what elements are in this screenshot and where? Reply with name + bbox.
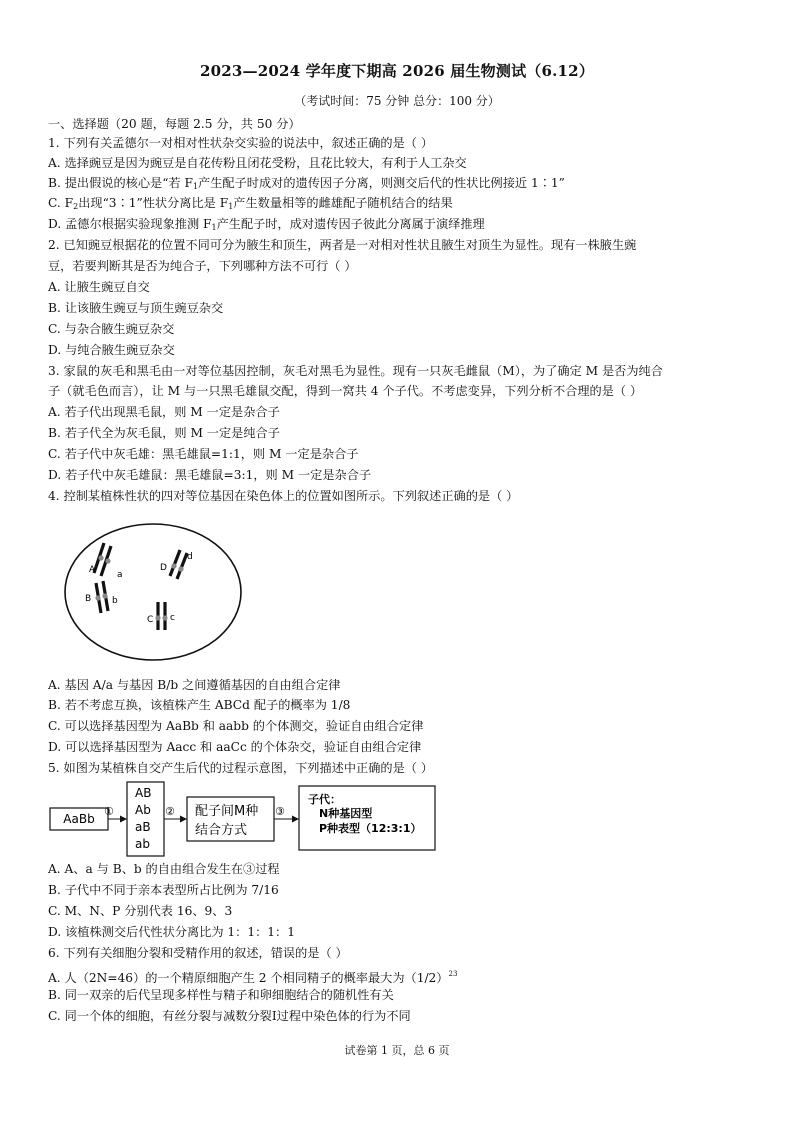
q3-stem-line1: 3. 家鼠的灰毛和黑毛由一对等位基因控制，灰毛对黑毛为显性。现有一只灰毛雌鼠（M），为了确定 M 是否为纯合 (48, 364, 663, 378)
q6-stem: 6. 下列有关细胞分裂和受精作用的叙述，错误的是（ ） (48, 946, 348, 960)
centromere (102, 593, 107, 598)
q1-c-post: 产生数量相等的雌雄配子随机结合的结果 (233, 196, 453, 210)
centromere (98, 555, 103, 560)
exam-subtitle: （考试时间：75 分钟 总分：100 分） (294, 94, 500, 108)
centromere (95, 595, 100, 600)
gene-label-D: D (160, 563, 167, 573)
q1-d-pre: D. 孟德尔根据实验现象推测 F (48, 217, 212, 231)
offspring-genotypes: N种基因型 (319, 807, 373, 820)
gene-label-A: A (89, 565, 96, 575)
centromere (162, 615, 167, 620)
section-heading: 一、选择题（20 题，每题 2.5 分，共 50 分） (48, 117, 301, 131)
q6-option-a (48, 966, 457, 986)
q6-a-exponent: 23 (448, 970, 458, 978)
q1-c-mid: 出现“3∶1”性状分离比是 F (78, 196, 229, 210)
q6-a-text: A. 人（2N=46）的一个精原细胞产生 2 个相同精子的概率最大为（1/2） (48, 971, 449, 985)
gamete-2: Ab (135, 803, 151, 817)
q4-option-b: B. 若不考虑互换，该植株产生 ABCd 配子的概率为 1/8 (48, 698, 351, 712)
q5-option-b: B. 子代中不同于亲本表型所占比例为 7/16 (48, 883, 279, 897)
exam-title: 2023—2024 学年度下期高 2026 届生物测试（6.12） (199, 62, 595, 80)
q2-stem-line1: 2. 已知豌豆根据花的位置不同可分为腋生和顶生，两者是一对相对性状且腋生对顶生为显性。现有一株腋生豌 (48, 238, 637, 252)
centromere (178, 566, 183, 571)
q3-option-b: B. 若子代全为灰毛鼠，则 M 一定是纯合子 (48, 426, 280, 440)
q1-b-sub: 1 (192, 182, 199, 191)
q1-c-sub1: 2 (73, 202, 79, 211)
q3-stem-line2: 子（就毛色而言），让 M 与一只黑毛雄鼠交配，得到一窝共 4 个子代。不考虑变异，下列分析不合理的是（ ） (48, 384, 643, 398)
q6-option-b: B. 同一双亲的后代呈现多样性与精子和卵细胞结合的随机性有关 (48, 988, 394, 1002)
gene-label-c: c (170, 613, 175, 623)
q4-stem: 4. 控制某植株性状的四对等位基因在染色体上的位置如图所示。下列叙述正确的是（ ） (48, 489, 519, 503)
centromere (105, 558, 110, 563)
q1-b-post: 产生配子时成对的遗传因子分离，则测交后代的性状比例接近 1∶1” (198, 176, 565, 190)
q4-option-c: C. 可以选择基因型为 AaBb 和 aabb 的个体测交，验证自由组合定律 (48, 719, 424, 733)
gene-label-B: B (85, 594, 92, 604)
gamete-4: ab (135, 837, 150, 851)
cell-membrane (65, 524, 241, 660)
q1-option-a: A. 选择豌豆是因为豌豆是自花传粉且闭花受粉，且花比较大，有利于人工杂交 (48, 156, 467, 170)
q1-c-pre: C. F (48, 196, 74, 210)
q2-option-b: B. 让该腋生豌豆与顶生豌豆杂交 (48, 301, 224, 315)
q5-option-a: A. A、a 与 B、b 的自由组合发生在③过程 (48, 862, 280, 876)
q2-option-d: D. 与纯合腋生豌豆杂交 (48, 343, 175, 357)
page-footer: 试卷第 1 页，总 6 页 (344, 1044, 450, 1057)
q5-stem: 5. 如图为某植株自交产生后代的过程示意图，下列描述中正确的是（ ） (48, 761, 434, 775)
q2-stem-line2: 豆，若要判断其是否为纯合子，下列哪种方法不可行（ ） (48, 259, 357, 273)
q1-d-sub: 1 (211, 223, 217, 232)
gene-label-b: b (112, 596, 118, 606)
q3-option-d: D. 若子代中灰毛雄鼠：黑毛雄鼠=3:1，则 M 一定是杂合子 (48, 468, 372, 482)
q1-option-b (48, 175, 565, 195)
step-1-label: ① (104, 805, 114, 818)
gamete-3: aB (135, 820, 151, 834)
q4-cell-figure (58, 520, 248, 670)
centromere (171, 563, 176, 568)
offspring-phenotypes: P种表型（12:3:1） (319, 822, 422, 835)
q2-option-c: C. 与杂合腋生豌豆杂交 (48, 322, 175, 336)
q2-option-a: A. 让腋生豌豆自交 (48, 280, 150, 294)
q3-option-a: A. 若子代出现黑毛鼠，则 M 一定是杂合子 (48, 405, 280, 419)
q4-option-a: A. 基因 A/a 与基因 B/b 之间遵循基因的自由组合定律 (48, 678, 341, 692)
q1-b-pre: B. 提出假说的核心是“若 F (48, 176, 193, 190)
q5-option-c: C. M、N、P 分别代表 16、9、3 (48, 904, 233, 918)
combination-line2: 结合方式 (195, 823, 248, 838)
q1-d-post: 产生配子时，成对遗传因子彼此分离属于演绎推理 (216, 217, 485, 231)
q1-option-d (48, 216, 485, 236)
q1-stem: 1. 下列有关孟德尔一对相对性状杂交实验的说法中，叙述正确的是（ ） (48, 136, 434, 150)
combination-line1: 配子间M种 (195, 804, 259, 819)
parent-genotype: AaBb (63, 812, 95, 826)
q5-option-d: D. 该植株测交后代性状分离比为 1：1：1：1 (48, 925, 295, 939)
q6-option-c: C. 同一个体的细胞，有丝分裂与减数分裂Ⅰ过程中染色体的行为不同 (48, 1009, 411, 1023)
q4-option-d: D. 可以选择基因型为 Aacc 和 aaCc 的个体杂交，验证自由组合定律 (48, 740, 422, 754)
q3-option-c: C. 若子代中灰毛雄：黑毛雄鼠=1:1，则 M 一定是杂合子 (48, 447, 359, 461)
gamete-1: AB (135, 786, 152, 800)
step-3-label: ③ (275, 805, 285, 818)
gene-label-C: C (147, 615, 154, 625)
q5-process-diagram (46, 780, 446, 860)
centromere (155, 615, 160, 620)
q1-option-c (48, 195, 453, 215)
offspring-title: 子代： (308, 793, 341, 806)
step-2-label: ② (165, 805, 175, 818)
gene-label-d: d (187, 552, 193, 562)
q1-c-sub2: 1 (228, 202, 234, 211)
gene-label-a: a (117, 570, 123, 580)
